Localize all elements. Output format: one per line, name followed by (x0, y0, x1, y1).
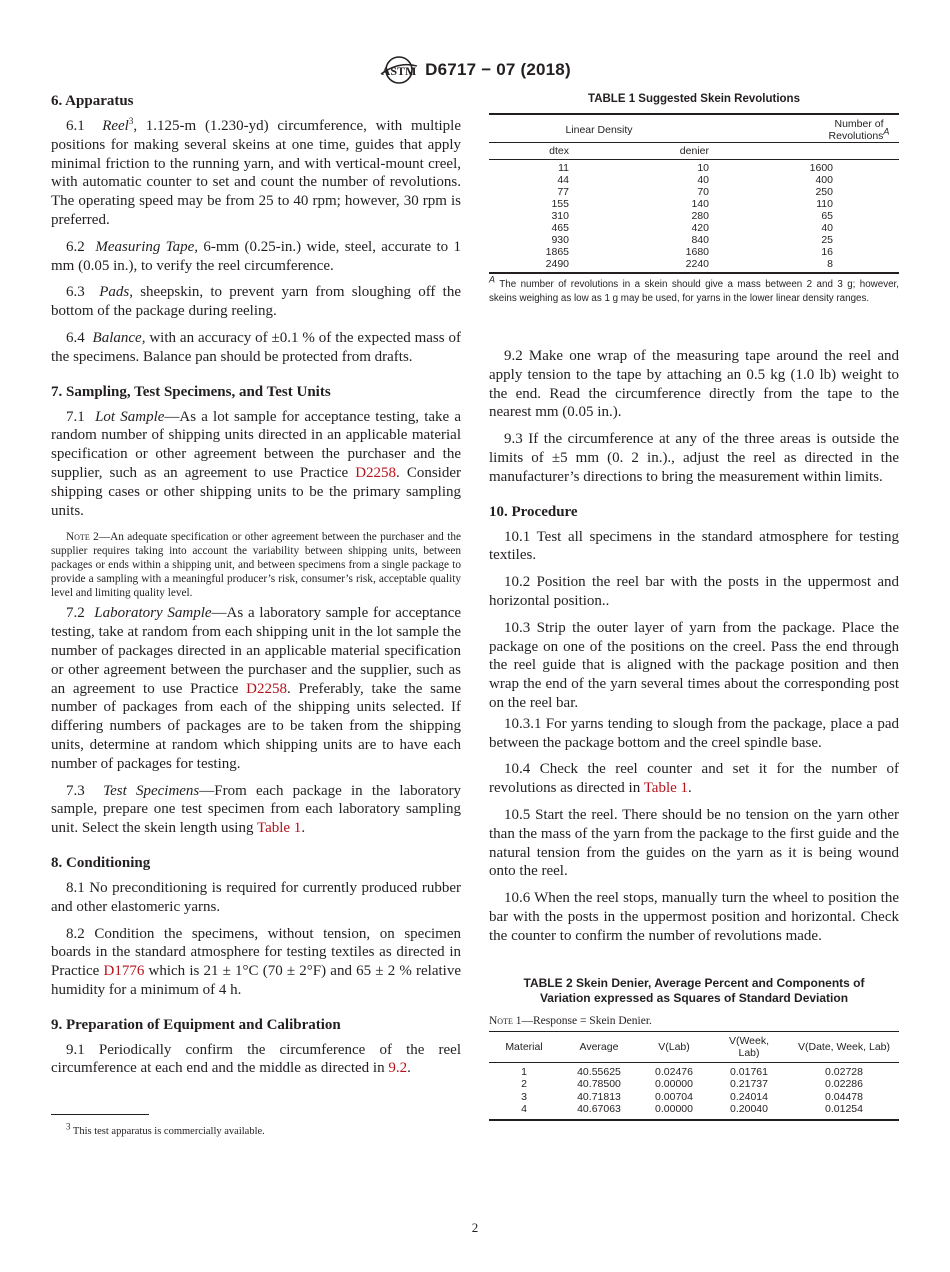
astm-logo-icon (379, 55, 419, 85)
table-1-footnote: $^A$ The number of revolutions in a skein should give a mass between 2 and 3 g; however, skeins weighing as low as 1 g may be used, for yarns in the lower linear density ranges. (489, 274, 899, 304)
paragraph-9-2: 9.2 Make one wrap of the measuring tape around the reel and apply tension to the tape by attaching an 0.5 kg (1.0 lb) weight to the end. Read the circumference directly from the tape to the nearest mm (0.05 in.). (489, 348, 899, 421)
footnote-divider (51, 1114, 149, 1115)
page-number: 2 (471, 1220, 479, 1235)
section-heading-preparation: 9. Preparation of Equipment and Calibration (51, 1016, 341, 1033)
document-designation: D6717 − 07 (2018) (425, 60, 571, 79)
link-table-1[interactable]: Table 1 (643, 780, 689, 797)
paragraph-10-3-1: 10.3.1 For yarns tending to slough from the package, place a pad between the package bottom and the creel spindle base. (489, 715, 899, 751)
note-2: Note 2—An adequate specification or other agreement between the purchaser and the supplier requires taking into account the variability between shipping units, between packages or ends within a shipping unit, and between specimens from a single package to provide a sampling with a meaningful producer’s risk, consumer’s risk, acceptable quality level and limiting quality level. (51, 531, 461, 600)
paragraph-7-2: 7.2 Laboratory Sample—As a laboratory sample for acceptance testing, take at random from each shipping unit in the lot sample the number of packages directed in an applicable material specification or other agreement between the purchaser and the supplier, such as an agreement to use Practice D2258. Preferably, take the same number of packages from each of the shipping units selected. If differing numbers of packages are to be taken from the shipping units, determine at random which shipping units are to have each number of packages for testing. (51, 605, 462, 772)
table-2 (489, 1031, 899, 1121)
table-row: 11 10 1600 (489, 160, 899, 175)
table-row: 1 40.55625 0.02476 0.01761 0.02728 (521, 1065, 863, 1078)
paragraph-6-3: 6.3 Pads, sheepskin, to prevent yarn from sloughing off the bottom of the package during reeling. (51, 284, 461, 320)
table-1-title: TABLE 1 Suggested Skein Revolutions (588, 93, 800, 105)
right-column (489, 92, 899, 1121)
paragraph-10-5: 10.5 Start the reel. There should be no tension on the yarn other than the mass of the yarn from the package to the first guide and the natural tension from the guides on the yarn as it is being wound onto the reel. (489, 806, 899, 880)
header-v-week-lab: V(Week, Lab) (709, 1031, 789, 1062)
table-row: 2 40.78500 0.00000 0.21737 0.02286 (521, 1078, 863, 1091)
header-average: Average (559, 1031, 639, 1062)
paragraph-7-3: 7.3 Test Specimens—From each package in the laboratory sample, prepare one test specimen from each laboratory sampling unit. Select the skein length using Table 1. (51, 782, 461, 837)
paragraph-8-2: 8.2 Condition the specimens, without tension, on specimen boards in the standard atmosphere for testing textiles as directed in Practice D1776 which is 21 ± 1°C (70 ± 2°F) and 65 ± 2 % relative humidity for a minimum of 4 h. (51, 925, 461, 998)
link-d2258[interactable]: D2258 (246, 680, 288, 697)
link-d2258[interactable]: D2258 (355, 464, 397, 481)
header-linear-density: Linear Density (489, 114, 709, 143)
table-row: 44 40 400 (557, 174, 833, 186)
table-1 (489, 113, 899, 274)
header-v-date-week-lab: V(Date, Week, Lab) (789, 1031, 899, 1062)
table-row: 4 40.67063 0.00000 0.20040 0.01254 (489, 1103, 899, 1120)
table-row: 465 420 40 (551, 222, 833, 234)
paragraph-6-2: 6.2 Measuring Tape, 6-mm (0.25-in.) wide, steel, accurate to 1 mm (0.05 in.), to verify the reel circumference. (51, 238, 461, 274)
table-row: 930 840 25 (551, 234, 833, 246)
header-material: Material (489, 1031, 559, 1062)
link-table-1[interactable]: Table 1 (256, 820, 302, 837)
paragraph-7-1: 7.1 Lot Sample—As a lot sample for acceptance testing, take a random number of shipping units directed in an applicable material specification or other agreement between the purchaser and the supplier, such as an agreement to use Practice D2258. Consider shipping cases or other shipping units to be the primary sampling units. (51, 408, 461, 519)
paragraph-9-3: 9.3 If the circumference at any of the three areas is outside the limits of ±5 mm (0. 2 in.)., adjust the reel as directed in the manufacturer’s directions to bring the measurement within limits. (489, 431, 899, 485)
table-row: 2490 2240 8 (489, 258, 899, 273)
paragraph-10-4: 10.4 Check the reel counter and set it for the number of revolutions as directed in Table 1. (489, 761, 899, 797)
header-number-of-revolutions: Number of Revolutions$^A$ (709, 114, 899, 143)
paragraph-9-1: 9.1 Periodically confirm the circumference of the reel circumference at each end and the middle as directed in 9.2. (51, 1041, 461, 1077)
svg-text:ASTM: ASTM (381, 64, 417, 78)
table-row: 1865 1680 16 (545, 246, 833, 258)
page-header (0, 55, 950, 85)
table-row: 310 280 65 (551, 210, 833, 222)
section-heading-conditioning: 8. Conditioning (51, 854, 151, 871)
paragraph-10-3: 10.3 Strip the outer layer of yarn from the package. Place the package on one of the positions on the creel. Pass the end through the reel guide that is aligned with the package position and then wrap the end of the yarn several times about the corresponding post on the reel bar. (489, 619, 899, 711)
table-row: 155 140 110 (551, 198, 833, 210)
footnote-ref-3: 3 (128, 116, 134, 126)
paragraph-10-2: 10.2 Position the reel bar with the posts in the uppermost and horizontal position.. (489, 574, 899, 609)
section-heading-procedure: 10. Procedure (489, 503, 578, 520)
header-v-lab: V(Lab) (639, 1031, 709, 1062)
table-row: 77 70 250 (557, 186, 833, 198)
section-heading-sampling: 7. Sampling, Test Specimens, and Test Units (51, 383, 331, 400)
link-d1776[interactable]: D1776 (103, 963, 145, 980)
paragraph-10-6: 10.6 When the reel stops, manually turn the wheel to position the bar with the posts in the uppermost position and horizontal. Check the counter to confirm the number of revolutions made. (489, 890, 899, 944)
table-2-title: TABLE 2 Skein Denier, Average Percent and Components of Variation expressed as Squares of Standard Deviation (523, 975, 865, 1005)
left-column (51, 92, 461, 1138)
paragraph-10-1: 10.1 Test all specimens in the standard atmosphere for testing textiles. (489, 528, 899, 564)
section-heading-apparatus: 6. Apparatus (51, 93, 134, 109)
paragraph-6-4: 6.4 Balance, with an accuracy of ±0.1 % of the expected mass of the specimens. Balance pan should be protected from drafts. (51, 329, 461, 365)
table-row: 3 40.71813 0.00704 0.24014 0.04478 (521, 1090, 863, 1103)
header-denier: denier (569, 143, 709, 160)
header-dtex: dtex (489, 143, 569, 160)
table-2-note: Note 1—Response = Skein Denier. (489, 1014, 652, 1027)
link-section-9-2[interactable]: 9.2 (388, 1060, 408, 1077)
paragraph-6-1: 6.1 Reel$^3$, 1.125-m (1.230-yd) circumference, with multiple positions for making several skeins at one time, guides that apply minimal friction to the running yarn, and with vertical-mount creel, with automatic counter to set and count the number of revolutions. The operating speed may be from 25 to 40 rpm; however, 30 rpm is preferred. (51, 116, 462, 228)
footnote-3: $^3$ This test apparatus is commercially available. (66, 1121, 265, 1138)
paragraph-8-1: 8.1 No preconditioning is required for currently produced rubber and other elastomeric yarns. (51, 879, 461, 915)
